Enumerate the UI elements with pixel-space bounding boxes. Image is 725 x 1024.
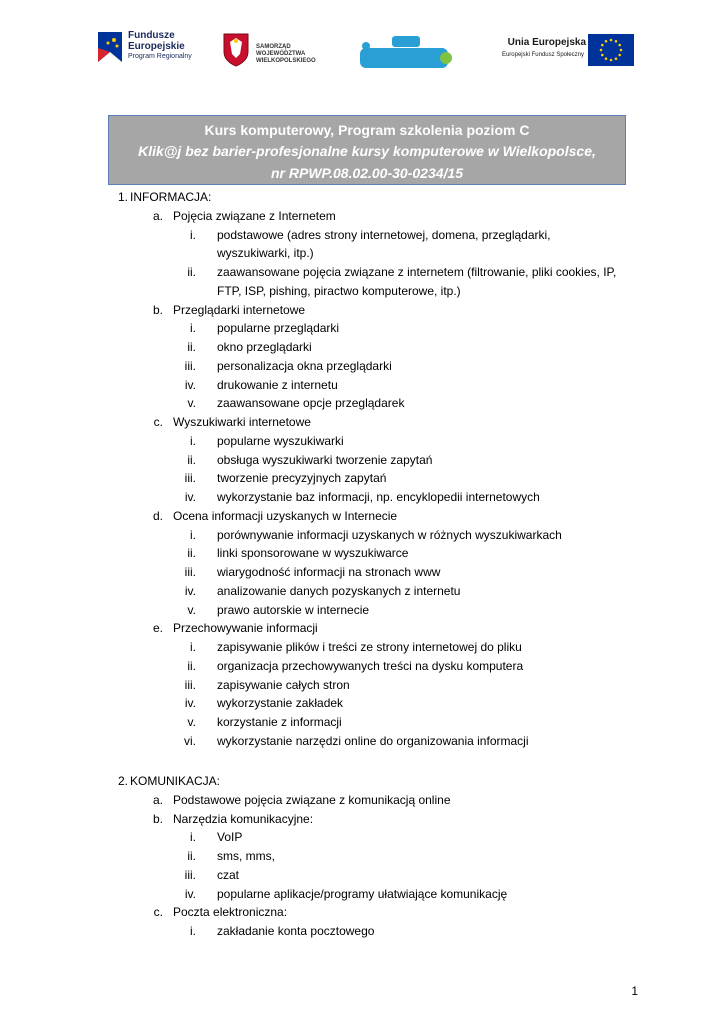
sw-line-1: SAMORZĄD WOJEWÓDZTWA <box>256 44 306 57</box>
outline-item-text: zaawansowane pojęcia związane z internetem (filtrowanie, pliki cookies, IP, <box>217 265 617 279</box>
outline-item <box>0 282 725 300</box>
outline-item <box>0 903 725 921</box>
outline-item <box>0 244 725 262</box>
outline-item-number: a. <box>152 208 163 223</box>
outline-item <box>0 885 725 903</box>
outline-item <box>0 432 725 450</box>
outline-item-text: organizacja przechowywanych treści na dysku komputera <box>217 658 524 673</box>
outline-item <box>0 694 725 712</box>
outline-item-number: v. <box>187 396 196 411</box>
outline-item-number: c. <box>153 905 163 920</box>
outline-item-number: a. <box>152 792 163 807</box>
header-line-3: nr RPWP.08.02.00-30-0234/15 <box>271 165 463 181</box>
outline-item-number: iii. <box>184 565 196 579</box>
ue-title: Unia Europejska <box>507 37 586 48</box>
outline-item-text: prawo autorskie w internecie <box>217 602 370 617</box>
outline-item-number: d. <box>152 508 163 523</box>
outline-item-number: e. <box>152 621 163 636</box>
outline-item-text: popularne przeglądarki <box>217 321 340 336</box>
outline-item-text: porównywanie informacji uzyskanych w różnych wyszukiwarkach <box>217 527 562 542</box>
outline-item-number: ii. <box>187 849 196 864</box>
outline-item <box>0 301 725 319</box>
outline-item-text: wyszukiwarki, itp.) <box>217 246 314 261</box>
outline-item <box>0 544 725 562</box>
outline-item-number: ii. <box>187 340 196 354</box>
outline-item-number: ii. <box>187 658 196 673</box>
outline-item <box>0 866 725 884</box>
outline-item <box>0 376 725 394</box>
outline-item-number: b. <box>152 811 163 826</box>
outline-item-number: i. <box>190 321 196 336</box>
outline-item-text: Wyszukiwarki internetowe <box>173 415 311 429</box>
outline-item-number: iv. <box>184 696 196 711</box>
outline-item <box>0 507 725 525</box>
outline-item <box>0 357 725 375</box>
outline-item-text: Pojęcia związane z Internetem <box>173 208 336 223</box>
outline-item-number: iii. <box>184 471 196 486</box>
outline-item-text: korzystanie z informacji <box>217 715 342 729</box>
outline-item-text: zakładanie konta pocztowego <box>217 924 375 939</box>
outline-item <box>0 713 725 731</box>
outline-item <box>0 526 725 544</box>
outline-item-number: c. <box>153 415 163 429</box>
outline-item <box>0 922 725 940</box>
outline-item-text: Podstawowe pojęcia związane z komunikacją online <box>173 792 451 807</box>
logo-bar <box>0 22 725 78</box>
fe-subtitle: Program Regionalny <box>128 53 192 60</box>
outline-item-text: Narzędzia komunikacyjne: <box>173 811 314 826</box>
outline-item-number: iv. <box>184 490 196 504</box>
outline-item <box>0 828 725 846</box>
outline-item-text: Poczta elektroniczna: <box>173 905 288 920</box>
outline-item-text: Przechowywanie informacji <box>173 621 318 636</box>
outline-item <box>0 582 725 600</box>
fundusze-europejskie-logo <box>96 28 206 76</box>
outline-item-text: popularne wyszukiwarki <box>217 433 344 448</box>
outline-item-text: INFORMACJA: <box>130 190 212 204</box>
outline-item <box>0 847 725 865</box>
outline-item-number: b. <box>152 302 163 317</box>
outline-item <box>0 469 725 487</box>
outline-item-text: drukowanie z internetu <box>217 377 338 392</box>
maly-inzynier-logo <box>358 36 454 70</box>
outline-item <box>0 676 725 694</box>
outline-item-text: okno przeglądarki <box>217 340 312 354</box>
outline-item-text: zapisywanie plików i treści ze strony internetowej do pliku <box>217 640 522 654</box>
eu-flag-icon <box>588 34 634 66</box>
outline-item <box>0 772 725 790</box>
outline-item-text: KOMUNIKACJA: <box>130 774 221 789</box>
outline-item-text: FTP, ISP, pishing, piractwo komputerowe, itp.) <box>217 283 461 298</box>
outline-item <box>0 207 725 225</box>
outline-item-text: wykorzystanie narzędzi online do organizowania informacji <box>217 733 529 748</box>
course-header <box>108 115 626 185</box>
outline-item <box>0 226 725 244</box>
outline-item-number: i. <box>190 433 196 448</box>
header-line-2: Klik@j bez barier-profesjonalne kursy komputerowe w Wielkopolsce, <box>138 143 596 159</box>
outline-item-text: tworzenie precyzyjnych zapytań <box>217 471 387 486</box>
outline-item-text: Przeglądarki internetowe <box>173 302 306 317</box>
outline-item-number: 2. <box>117 774 128 789</box>
coat-of-arms-icon <box>222 32 250 68</box>
outline-item-text: wykorzystanie zakładek <box>217 696 344 711</box>
outline-item-number: iv. <box>184 886 196 901</box>
outline-item <box>0 657 725 675</box>
outline-item-number: v. <box>187 715 196 729</box>
outline-item-number: iv. <box>184 583 196 598</box>
outline-item <box>0 413 725 431</box>
fe-title-1: Fundusze <box>128 30 175 41</box>
outline-item <box>0 338 725 356</box>
outline-item-number: i. <box>190 227 196 242</box>
outline-item <box>0 451 725 469</box>
outline-item-number: iii. <box>184 358 196 373</box>
outline-item-text: analizowanie danych pozyskanych z internetu <box>217 583 461 598</box>
outline-item-number: ii. <box>187 265 196 279</box>
page-number: 1 <box>631 984 638 998</box>
outline-item-number: ii. <box>187 452 196 467</box>
fe-title-2: Europejskie <box>128 41 185 52</box>
outline-item-number: 1. <box>117 190 128 204</box>
outline-item <box>0 601 725 619</box>
header-line-1: Kurs komputerowy, Program szkolenia poziom C <box>204 122 530 138</box>
outline-item-text: personalizacja okna przeglądarki <box>217 358 392 373</box>
outline-item-number: iii. <box>184 677 196 692</box>
outline-item <box>0 263 725 281</box>
outline-item-number: v. <box>187 602 196 617</box>
outline-item-number: iv. <box>184 377 196 392</box>
outline-item-number: i. <box>190 924 196 939</box>
outline-item-text: podstawowe (adres strony internetowej, domena, przeglądarki, <box>217 227 551 242</box>
samorzad-logo <box>222 32 332 72</box>
outline-item-number: ii. <box>187 546 196 561</box>
outline-item-text: zapisywanie całych stron <box>217 677 350 692</box>
outline-item <box>0 188 725 206</box>
maly-inzynier-icon <box>358 36 454 70</box>
outline-item <box>0 638 725 656</box>
outline-item-number: vi. <box>184 733 196 748</box>
outline-item-number: i. <box>190 640 196 654</box>
outline-item-text: linki sponsorowane w wyszukiwarce <box>217 546 409 561</box>
outline-item-number: i. <box>190 527 196 542</box>
outline-item <box>0 791 725 809</box>
outline-item-text: zaawansowane opcje przeglądarek <box>217 396 405 411</box>
outline-item-text: VoIP <box>217 830 243 845</box>
sw-line-2: WIELKOPOLSKIEGO <box>256 58 316 64</box>
outline-item <box>0 619 725 637</box>
outline-item-text: wykorzystanie baz informacji, np. encyklopedii internetowych <box>217 490 540 504</box>
outline-item <box>0 810 725 828</box>
unia-europejska-logo <box>484 32 634 72</box>
outline-item-number: iii. <box>184 867 196 882</box>
outline-item-text: obsługa wyszukiwarki tworzenie zapytań <box>217 452 433 467</box>
outline-item-text: czat <box>217 867 240 882</box>
fe-flag-icon <box>96 28 126 68</box>
outline-item <box>0 563 725 581</box>
outline-item <box>0 732 725 750</box>
outline-item <box>0 488 725 506</box>
outline-item-text: popularne aplikacje/programy ułatwiające komunikację <box>217 886 508 901</box>
ue-subtitle: Europejski Fundusz Społeczny <box>501 52 584 58</box>
outline-item-text: sms, mms, <box>217 849 275 864</box>
outline-item-number: i. <box>190 830 196 845</box>
outline-item-text: Ocena informacji uzyskanych w Internecie <box>173 508 398 523</box>
outline-item <box>0 394 725 412</box>
outline-item <box>0 319 725 337</box>
outline-item-text: wiarygodność informacji na stronach www <box>217 565 441 579</box>
